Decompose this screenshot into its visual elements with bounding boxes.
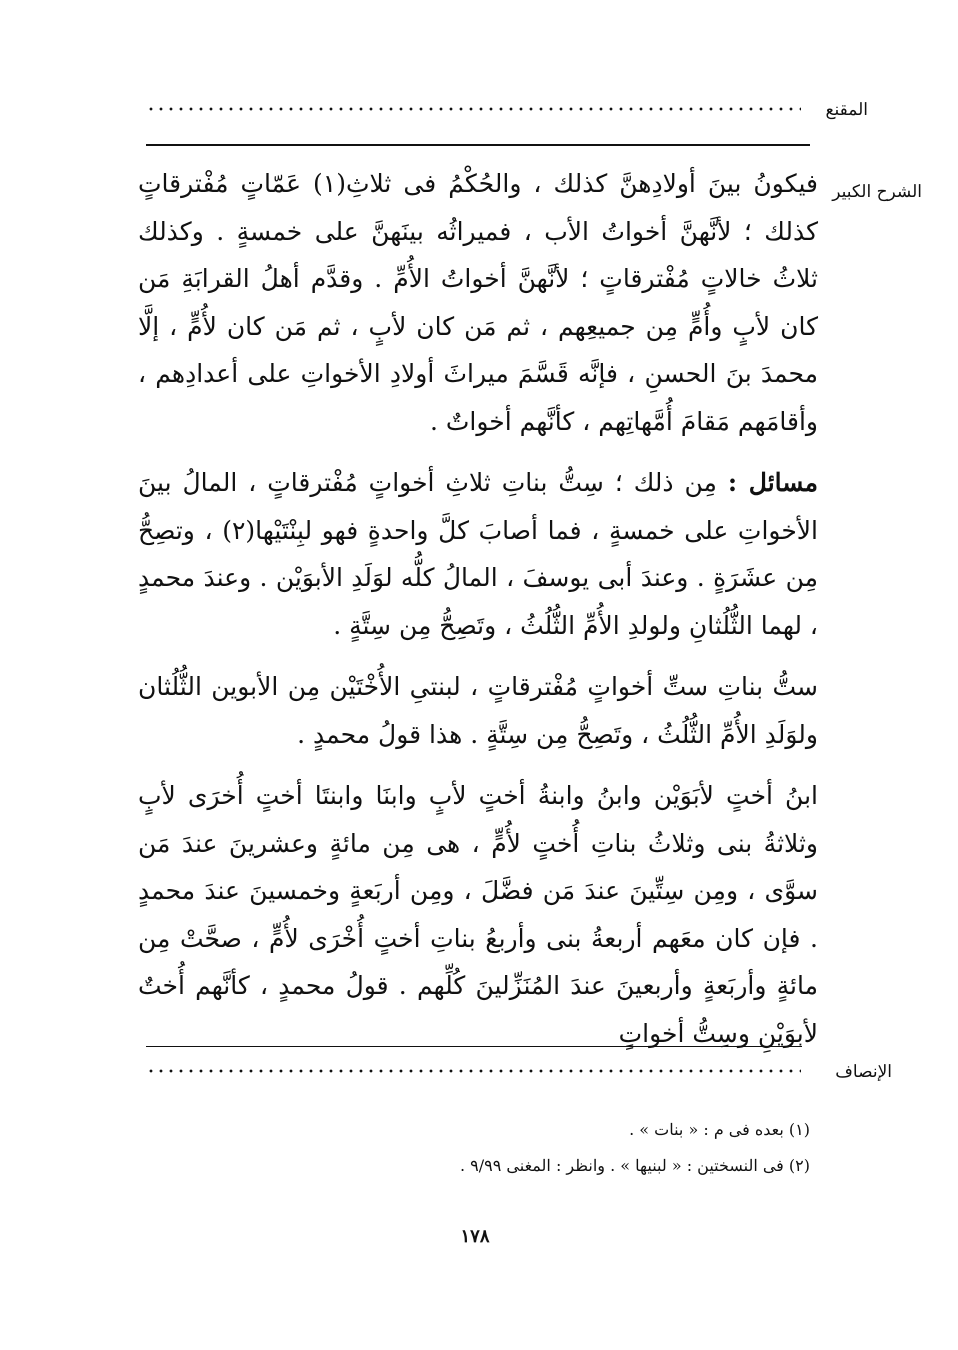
paragraph-text: مِن ذلك ؛ سِتُّ بناتِ ثلاثِ أخواتٍ مُفْترقاتٍ ، المالُ بينَ الأخواتِ على خمسةٍ ، فما أصابَ كلَّ واحدةٍ فهو لبِنْتَيْها(٢) ، وتصِحُّ مِن عشَرَةٍ . وعندَ أبى يوسفَ ، المالُ كلُّه لوَلَدِ الأبوَيْن . وعندَ محمدٍ ، لهما الثُّلُثانِ ولولدِ الأُمِّ الثُّلُثُ ، وتَصِحُّ مِن سِتَّةٍ . <box>138 468 818 640</box>
insaf-dotted-line <box>146 1068 801 1074</box>
paragraph-lead-masail: مسائل : <box>727 468 818 497</box>
header-dotted-line <box>146 106 801 112</box>
paragraph-3 <box>138 663 818 758</box>
margin-label-commentary: الشرح الكبير <box>832 182 922 202</box>
paragraph-text: ابنُ أختٍ لأبَوَيْن وابنُ وابنةُ أختٍ لأبٍ وابنَا وابنتَا أختٍ أُخرَى لأبٍ وثلاثةُ بنى وثلاثُ بناتِ أُختٍ لأُمٍّ ، هى مِن مائةٍ وعشرينَ عندَ مَن سوَّى ، ومِن سِتِّينَ عندَ مَن فضَّلَ ، ومِن أربَعةٍ وخمسينَ عندَ محمدٍ . فإن كان معَهم أربعةُ بنى وأربعُ بناتِ أختٍ أُخْرَى لأُمٍّ ، صحَّتْ مِن مائةٍ وأربَعةٍ وأربعينَ عندَ المُنَزِّلينَ كُلِّهم . قولُ محمدٍ ، كأنَّهم أُختٌ لأبوَيْنِ وسِتُّ أخواتٍ <box>138 781 818 1048</box>
main-text <box>138 160 818 1071</box>
section-divider-rule <box>146 1046 802 1047</box>
paragraph-1 <box>138 160 818 445</box>
footnotes <box>400 1112 810 1184</box>
paragraph-2 <box>138 459 818 649</box>
paragraph-text: ستُّ بناتِ ستِّ أخواتٍ مُفْترقاتٍ ، لبنتىِ الأُخْتَيْن مِن الأبوين الثُّلُثان ولوَلَدِ الأُمِّ الثُّلُثُ ، وتَصِحُّ مِن سِتَّةٍ . هذا قولُ محمدٍ . <box>138 672 818 749</box>
header-rule <box>146 144 810 146</box>
paragraph-text: فيكونُ بينَ أولادِهنَّ كذلك ، والحُكْمُ فى ثلاثِ(١) عَمّاتٍ مُفْترقاتٍ كذلك ؛ لأنَّهنَّ أخواتُ الأب ، فميراثُه بينَهنَّ على خمسةٍ . وكذلك ثلاثُ خالاتٍ مُفْترقاتٍ ؛ لأنَّهنَّ أخواتُ الأُمِّ . وقدَّم أهلُ القرابَةِ مَن كان لأبٍ وأُمٍّ مِن جميعِهم ، ثم مَن كان لأبٍ ، ثم مَن كان لأُمٍّ ، إلَّا محمدَ بنَ الحسنِ ، فإنَّه قَسَّمَ ميراثَ أولادِ الأخواتِ على أعدادِهم ، وأقامَهم مَقامَ أُمَّهاتِهم ، كأنَّهم أخواتٌ . <box>138 169 818 436</box>
footnote-1: (١) بعده فى م : « بنات » . <box>629 1120 810 1139</box>
footnote-2: (٢) فى النسختين : « لبنيها » . وانظر : المغنى ٩/٩٩ . <box>459 1156 810 1175</box>
paragraph-4 <box>138 772 818 1057</box>
page-number: ١٧٨ <box>460 1226 490 1247</box>
running-header-title: المقنع <box>825 100 868 120</box>
margin-label-insaf: الإنصاف <box>835 1062 892 1082</box>
